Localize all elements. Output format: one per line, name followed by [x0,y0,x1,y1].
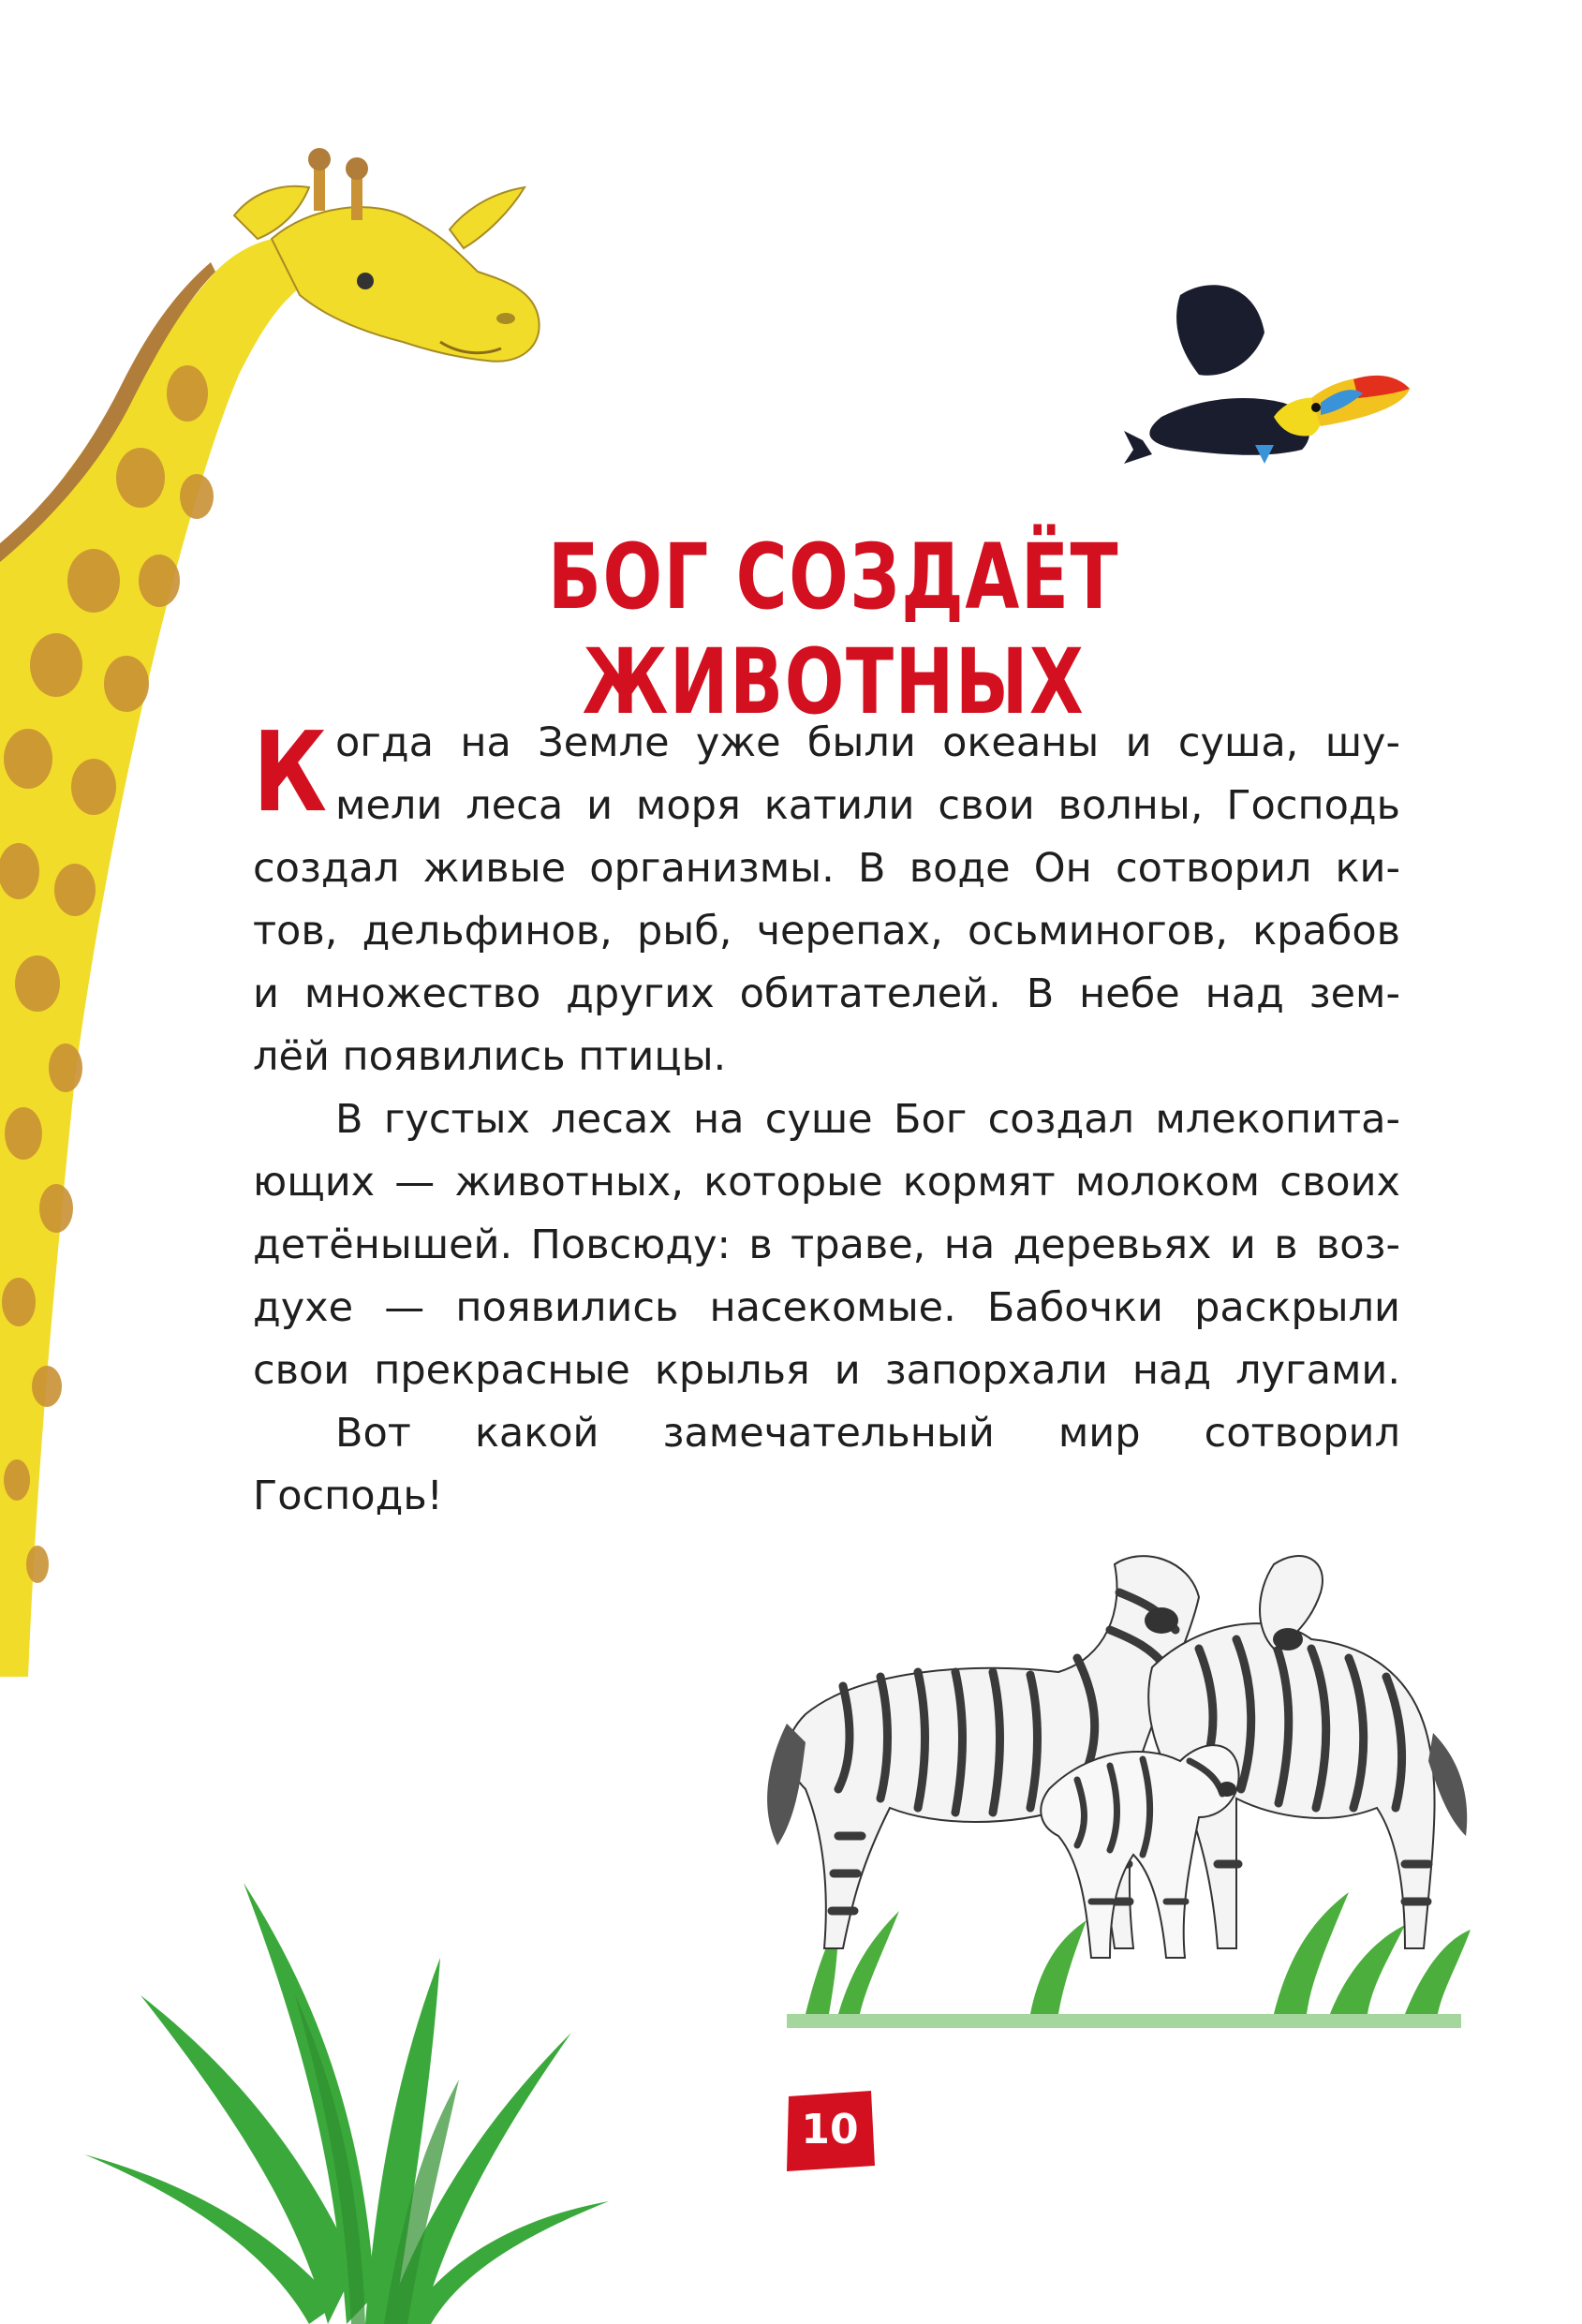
story-text [253,707,1400,1528]
text-line: и множество других обитателей. В небе над зем- [253,970,1400,1017]
grass-illustration [84,1845,609,2324]
text-line: ющих — животных, которые кормят молоком своих [253,1159,1400,1206]
text-line: огда на Земле уже были океаны и суша, шу- [335,719,1400,766]
text-line: свои прекрасные крылья и запорхали над лугами. [253,1347,1400,1394]
text-line: лёй появились птицы. [253,1033,727,1080]
text-line: мели леса и моря катили свои волны, Господь [335,782,1400,829]
text-line: Господь! [253,1473,443,1519]
dropcap-letter: К [253,707,328,836]
text-line: создал живые организмы. В воде Он сотворил ки- [253,845,1400,892]
zebras-illustration [749,1508,1489,2033]
text-line: детёнышей. Повсюду: в траве, на деревьях и в воз- [253,1221,1400,1268]
page-number: 10 [801,2106,859,2154]
giraffe-head [234,148,540,362]
text-line: духе — появились насекомые. Бабочки раскрыли [253,1284,1400,1331]
page-title: БОГ СОЗДАЁТ ЖИВОТНЫХ [547,525,1120,734]
text-line: тов, дельфинов, рыб, черепах, осьминогов, крабов [253,908,1400,955]
text-line: Вот какой замечательный мир сотворил [335,1410,1400,1457]
text-line: В густых лесах на суше Бог создал млекопита- [335,1096,1400,1143]
toucan-illustration [1124,276,1414,478]
